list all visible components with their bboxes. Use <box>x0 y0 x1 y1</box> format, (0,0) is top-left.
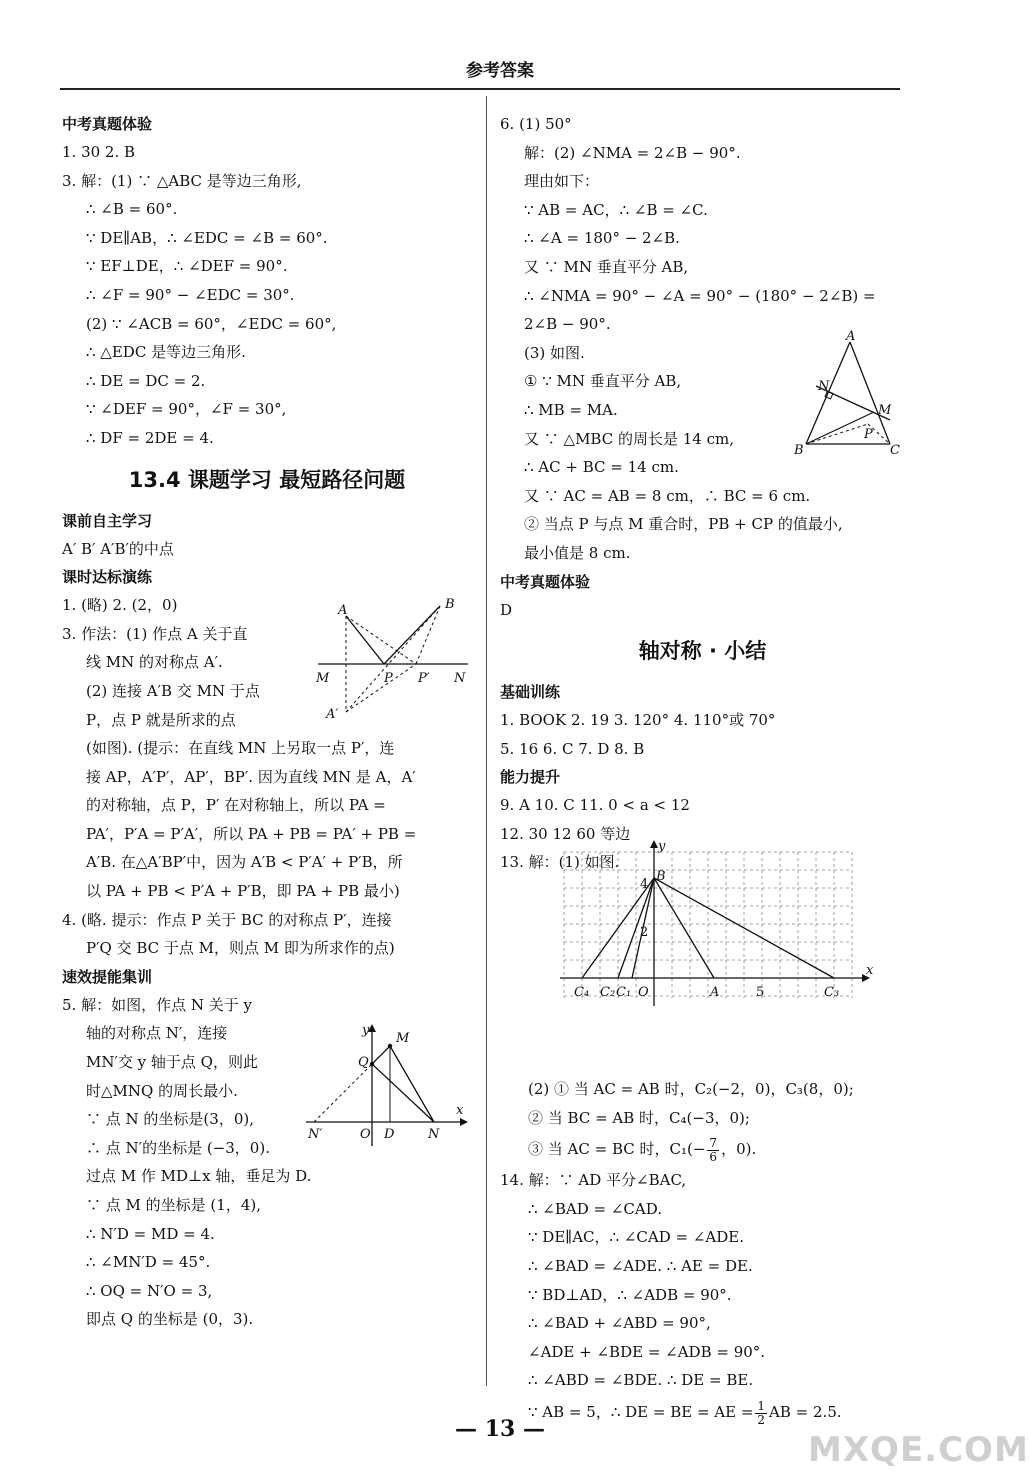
fig-label: A <box>338 603 348 618</box>
fig-label: C₂ <box>600 985 616 1000</box>
fig-label: P <box>864 427 873 442</box>
answer-line: ∵ 点 N 的坐标是(3，0), <box>86 1110 254 1129</box>
answer-line: 3. 作法：(1) 作点 A 关于直 <box>62 624 248 643</box>
fig-label: M <box>316 671 330 686</box>
answer-line: 又 ∵ MN 垂直平分 AB, <box>524 257 689 276</box>
chapter-title: 13.4 课题学习 最短路径问题 <box>128 467 406 492</box>
fraction-suffix: ，0). <box>721 1140 757 1159</box>
fraction-prefix: ③ 当 AC = BC 时，C₁(− <box>528 1140 706 1159</box>
answer-line: ∴ ∠MN′D = 45°. <box>86 1253 211 1272</box>
answer-line: ∠ADE + ∠BDE = ∠ADB = 90°. <box>528 1342 766 1361</box>
watermark-logo: MXQE.COM <box>808 1430 1029 1470</box>
answer-line: 5. 16 6. C 7. D 8. B <box>500 739 645 758</box>
answer-line: 1. (略) 2. (2，0) <box>62 596 178 615</box>
fig-label: C <box>890 443 900 458</box>
answer-line: ∵ DE∥AC，∴ ∠CAD = ∠ADE. <box>528 1228 744 1247</box>
answer-line: ∴ OQ = N′O = 3, <box>86 1281 213 1300</box>
answer-line: ∵ 点 M 的坐标是 (1，4), <box>86 1196 261 1214</box>
answer-line: ∵ DE∥AB，∴ ∠EDC = ∠B = 60°. <box>86 228 328 247</box>
answer-line: ∴ ∠A = 180° − 2∠B. <box>524 229 680 248</box>
answer-line: ∴ ∠BAD = ∠ADE. ∴ AE = DE. <box>528 1257 753 1276</box>
fig-label: A <box>846 329 856 344</box>
answer-line: ② 当 BC = AB 时，C₄(−3，0); <box>528 1108 750 1127</box>
answer-line: ∴ ∠ABD = ∠BDE. ∴ DE = BE. <box>528 1371 754 1390</box>
fig-label: P′ <box>418 671 430 686</box>
fig-label: y <box>362 1023 370 1038</box>
answer-line: 6. (1) 50° <box>500 115 572 133</box>
figure-coordinate-axes <box>300 1020 470 1150</box>
answer-line: 9. A 10. C 11. 0 < a < 12 <box>500 796 690 815</box>
figure-grid-points <box>556 838 876 1030</box>
figure-reflection-mn <box>312 596 472 722</box>
fig-label: N <box>818 379 830 394</box>
header-rule <box>60 88 900 90</box>
fig-label: y <box>658 839 666 854</box>
answer-line: ∴ DE = DC = 2. <box>86 371 206 390</box>
answer-line: (3) 如图. <box>524 343 585 362</box>
answer-line: ∴ AC + BC = 14 cm. <box>524 458 679 477</box>
answer-line: A′B. 在△A′BP′中，因为 A′B < P′A′ + P′B，所 <box>86 853 403 872</box>
answer-line: ∵ BD⊥AD，∴ ∠ADB = 90°. <box>528 1285 732 1304</box>
fig-label: 4 <box>640 877 649 892</box>
answer-line: 最小值是 8 cm. <box>524 543 631 562</box>
figure-isosceles-triangle <box>786 328 906 458</box>
fig-label: B <box>794 443 804 458</box>
answer-line: D <box>500 600 513 619</box>
answer-line: ∴ ∠NMA = 90° − ∠A = 90° − (180° − 2∠B) = <box>524 286 876 305</box>
fig-label: C₁ <box>616 985 632 1000</box>
answer-line: 过点 M 作 MD⊥x 轴，垂足为 D. <box>86 1167 312 1186</box>
answer-line: 14. 解：∵ AD 平分∠BAC, <box>500 1171 687 1190</box>
answer-line: ① ∵ MN 垂直平分 AB, <box>524 372 682 391</box>
fig-label: C₃ <box>824 985 840 1000</box>
page-number: — 13 — <box>455 1416 545 1442</box>
fig-label: M <box>878 403 892 418</box>
fraction-denominator: 2 <box>757 1412 766 1427</box>
answer-line: ② 当点 P 与点 M 重合时，PB + CP 的值最小, <box>524 515 843 534</box>
answer-line: 解：(2) ∠NMA = 2∠B − 90°. <box>524 143 741 162</box>
answer-line: ∴ ∠BAD + ∠ABD = 90°, <box>528 1314 711 1333</box>
fig-label: N <box>428 1127 440 1142</box>
summary-title: 轴对称 · 小结 <box>638 639 767 664</box>
answer-line: 以 PA + PB < P′A + P′B，即 PA + PB 最小) <box>86 882 400 901</box>
answer-line: 1. 30 2. B <box>62 143 136 161</box>
fig-label: 5 <box>756 985 765 1000</box>
answer-line-fraction <box>500 1132 905 1166</box>
answer-line: 5. 解：如图，作点 N 关于 y <box>62 995 252 1014</box>
answer-line: 的对称轴，点 P，P′ 在对称轴上，所以 PA = <box>86 796 386 815</box>
right-column <box>500 110 905 1429</box>
fraction <box>707 1137 719 1164</box>
answer-line: A′ B′ A′B′的中点 <box>62 539 174 558</box>
answer-line: 4. (略. 提示：作点 P 关于 BC 的对称点 P′，连接 <box>62 910 392 929</box>
fig-label: A′ <box>326 707 339 722</box>
fig-label: A <box>710 985 720 1000</box>
answer-line: 线 MN 的对称点 A′. <box>86 653 223 672</box>
column-divider <box>486 96 487 1386</box>
answer-line: (如图). (提示：在直线 MN 上另取一点 P′，连 <box>86 739 395 758</box>
answer-line: 12. 30 12 60 等边 <box>500 824 631 843</box>
section-title-exam: 中考真题体验 <box>62 115 153 133</box>
answer-line: 1. BOOK 2. 19 3. 120° 4. 110°或 70° <box>500 711 776 730</box>
page-header: 参考答案 <box>466 61 534 81</box>
answer-line: 3. 解：(1) ∵ △ABC 是等边三角形, <box>62 171 302 190</box>
fig-label: Q <box>358 1055 369 1070</box>
fig-label: O <box>360 1127 371 1142</box>
answer-line: 13. 解：(1) 如图. <box>500 853 620 872</box>
answer-line: 时△MNQ 的周长最小. <box>86 1081 238 1100</box>
section-title-skill: 速效提能集训 <box>62 967 153 986</box>
fraction-numerator: 1 <box>757 1398 766 1413</box>
section-title-ability: 能力提升 <box>500 768 561 787</box>
fig-label: N <box>454 671 466 686</box>
fig-label: C₄ <box>574 985 590 1000</box>
answer-line: PA′，P′A = P′A′，所以 PA + PB = PA′ + PB = <box>86 824 417 843</box>
fig-label: B <box>656 869 666 884</box>
answer-line: MN′交 y 轴于点 Q，则此 <box>86 1053 258 1072</box>
fig-label: D <box>384 1127 395 1142</box>
answer-line: 又 ∵ AC = AB = 8 cm，∴ BC = 6 cm. <box>524 486 811 505</box>
fraction-suffix: AB = 2.5. <box>769 1403 842 1421</box>
answer-line: ∴ △EDC 是等边三角形. <box>86 343 246 362</box>
fig-label: N′ <box>308 1127 323 1142</box>
answer-line: 又 ∵ △MBC 的周长是 14 cm, <box>524 429 734 448</box>
answer-line: (2) ① 当 AC = AB 时，C₂(−2，0)，C₃(8，0); <box>528 1080 854 1099</box>
answer-line: ∴ MB = MA. <box>524 400 618 419</box>
fraction-denominator: 6 <box>709 1149 718 1164</box>
fig-label: x <box>866 963 874 978</box>
fraction-prefix: ∵ AB = 5，∴ DE = BE = AE = <box>528 1403 754 1421</box>
fig-label: 2 <box>640 925 649 940</box>
answer-line: 即点 Q 的坐标是 (0，3). <box>86 1310 254 1329</box>
section-title-exam-2: 中考真题体验 <box>500 572 591 591</box>
section-title-drill: 课时达标演练 <box>62 568 153 587</box>
answer-line: 轴的对称点 N′，连接 <box>86 1024 228 1043</box>
fig-label: P <box>384 671 393 686</box>
answer-line: ∵ EF⊥DE，∴ ∠DEF = 90°. <box>86 257 288 276</box>
answer-line: P′Q 交 BC 于点 M，则点 M 即为所求作的点) <box>86 939 395 958</box>
fig-label: O <box>638 985 649 1000</box>
answer-line: ∴ ∠BAD = ∠CAD. <box>528 1199 663 1218</box>
answer-line: ∴ ∠F = 90° − ∠EDC = 30°. <box>86 285 295 304</box>
answer-line: ∵ AB = AC，∴ ∠B = ∠C. <box>524 200 708 219</box>
answer-line: (2) ∵ ∠ACB = 60°，∠EDC = 60°, <box>86 314 337 333</box>
answer-line: 接 AP，A′P′，AP′，BP′. 因为直线 MN 是 A，A′ <box>86 767 416 786</box>
answer-line: (2) 连接 A′B 交 MN 于点 <box>86 681 260 700</box>
fig-label: B <box>445 597 455 612</box>
answer-line: ∵ ∠DEF = 90°，∠F = 30°, <box>86 400 287 419</box>
section-title-basic: 基础训练 <box>500 683 561 702</box>
answer-line: P，点 P 就是所求的点 <box>86 710 236 729</box>
answer-line: 理由如下： <box>524 172 600 191</box>
fig-label: x <box>456 1103 464 1118</box>
answer-line: ∴ 点 N′的坐标是 (−3，0). <box>86 1138 270 1157</box>
section-title-pre: 课前自主学习 <box>62 511 153 530</box>
fraction-numerator: 7 <box>709 1135 718 1150</box>
answer-line: 2∠B − 90°. <box>524 315 611 334</box>
answer-line: ∴ ∠B = 60°. <box>86 200 178 219</box>
fig-label: M <box>396 1031 410 1046</box>
answer-line: ∴ N′D = MD = 4. <box>86 1224 215 1243</box>
answer-line: ∴ DF = 2DE = 4. <box>86 428 214 447</box>
